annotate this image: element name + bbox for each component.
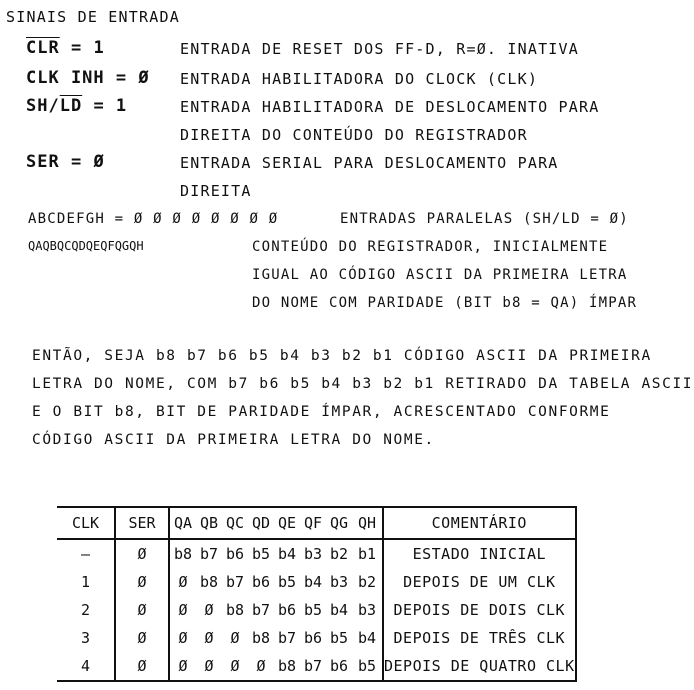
signal-clkinh-name	[26, 70, 150, 87]
register-desc-2: IGUAL AO CÓDIGO ASCII DA PRIMEIRA LETRA	[252, 267, 628, 283]
signal-clr-value: = 1	[70, 38, 105, 58]
cell-qf: b7	[303, 657, 323, 675]
cell-qd: b6	[251, 573, 271, 591]
cell-qd: b7	[251, 601, 271, 619]
cell-qe: b7	[277, 629, 297, 647]
signal-clr-name	[26, 40, 105, 57]
cell-qg: b5	[329, 629, 349, 647]
signal-clkinh-desc: ENTRADA HABILITADORA DO CLOCK (CLK)	[180, 70, 539, 88]
cell-qb: Ø	[204, 657, 214, 675]
signal-shld-desc-1: ENTRADA HABILITADORA DE DESLOCAMENTO PARA	[180, 98, 600, 116]
cell-comment: DEPOIS DE QUATRO CLK	[384, 657, 575, 675]
register-label: QAQBQCQDQEQFQGQH	[28, 239, 144, 253]
signal-shld-name: $SH/\overline{LD} = 1$	[26, 96, 128, 116]
cell-qd: b5	[251, 545, 271, 563]
table-row	[57, 568, 576, 596]
table-row	[57, 624, 576, 652]
header-qd: QD	[248, 507, 274, 539]
cell-qh: b4	[352, 624, 383, 652]
page-title: SINAIS DE ENTRADA	[6, 8, 180, 26]
signal-ser-value: = Ø	[70, 152, 105, 172]
cell-qa: Ø	[178, 573, 188, 591]
signal-ser-desc-1: ENTRADA SERIAL PARA DESLOCAMENTO PARA	[180, 154, 559, 172]
cell-qg: b4	[329, 601, 349, 619]
signal-ser-label: SER	[26, 152, 60, 172]
cell-qb: b7	[199, 545, 219, 563]
cell-clk: 2	[57, 596, 115, 624]
table-row	[57, 652, 576, 681]
signal-ser-desc-2: DIREITA	[180, 182, 252, 200]
explanation-paragraph	[32, 348, 694, 460]
header-clk: CLK	[57, 507, 115, 539]
cell-comment: DEPOIS DE UM CLK	[403, 573, 556, 591]
signal-shld-desc-2: DIREITA DO CONTEÚDO DO REGISTRADOR	[180, 126, 528, 144]
cell-qh: b1	[352, 539, 383, 568]
cell-qg: b2	[329, 545, 349, 563]
signal-clkinh-value: = Ø	[115, 68, 150, 88]
cell-ser: Ø	[115, 539, 169, 568]
header-qh: QH	[352, 507, 383, 539]
cell-clk: –	[57, 539, 115, 568]
cell-qf: b4	[303, 573, 323, 591]
header-qf: QF	[300, 507, 326, 539]
cell-qg: b3	[329, 573, 349, 591]
parallel-inputs-label: ABCDEFGH = Ø Ø Ø Ø Ø Ø Ø Ø	[28, 211, 279, 227]
table-row	[57, 596, 576, 624]
cell-qg: b6	[329, 657, 349, 675]
cell-qb: Ø	[204, 601, 214, 619]
cell-qa: Ø	[178, 601, 188, 619]
cell-qc: b8	[225, 601, 245, 619]
cell-ser: Ø	[115, 596, 169, 624]
header-qb: QB	[196, 507, 222, 539]
signal-shld-value: = 1	[93, 96, 128, 116]
cell-qd: Ø	[256, 657, 266, 675]
cell-qc: Ø	[230, 657, 240, 675]
header-qg: QG	[326, 507, 352, 539]
header-qa: QA	[169, 507, 196, 539]
cell-qf: b6	[303, 629, 323, 647]
cell-qe: b4	[277, 545, 297, 563]
cell-qe: b6	[277, 601, 297, 619]
paragraph-line: CÓDIGO ASCII DA PRIMEIRA LETRA DO NOME.	[32, 432, 435, 448]
cell-qa: Ø	[178, 657, 188, 675]
cell-qd: b8	[251, 629, 271, 647]
cell-ser: Ø	[115, 624, 169, 652]
cell-qh: b5	[352, 652, 383, 681]
cell-ser: Ø	[115, 568, 169, 596]
paragraph-line: E O BIT b8, BIT DE PARIDADE ÍMPAR, ACRESCENTADO CONFORME	[32, 404, 611, 420]
cell-qe: b5	[277, 573, 297, 591]
shift-register-table	[57, 506, 577, 682]
signal-clr-label: $\overline{CLR}$	[26, 38, 60, 58]
cell-qa: Ø	[178, 629, 188, 647]
parallel-inputs-desc: ENTRADAS PARALELAS (SH/LD = Ø)	[340, 211, 629, 227]
header-ser: SER	[115, 507, 169, 539]
register-desc-3: DO NOME COM PARIDADE (BIT b8 = QA) ÍMPAR	[252, 295, 638, 311]
table-header-row	[57, 507, 576, 539]
cell-comment: DEPOIS DE TRÊS CLK	[393, 629, 566, 647]
paragraph-line: LETRA DO NOME, COM b7 b6 b5 b4 b3 b2 b1 RETIRADO DA TABELA ASCII	[32, 376, 694, 392]
cell-clk: 4	[57, 652, 115, 681]
cell-qh: b3	[352, 596, 383, 624]
signal-clkinh-label: CLK INH	[26, 68, 105, 88]
header-qe: QE	[274, 507, 300, 539]
cell-clk: 1	[57, 568, 115, 596]
cell-qb: b8	[199, 573, 219, 591]
cell-qe: b8	[277, 657, 297, 675]
cell-qf: b3	[303, 545, 323, 563]
cell-clk: 3	[57, 624, 115, 652]
register-desc-1: CONTEÚDO DO REGISTRADOR, INICIALMENTE	[252, 239, 609, 255]
cell-qf: b5	[303, 601, 323, 619]
cell-qc: b6	[225, 545, 245, 563]
signal-ser-name	[26, 154, 105, 171]
cell-ser: Ø	[115, 652, 169, 681]
paragraph-line: ENTÃO, SEJA b8 b7 b6 b5 b4 b3 b2 b1 CÓDIGO ASCII DA PRIMEIRA	[32, 348, 652, 364]
cell-comment: DEPOIS DE DOIS CLK	[393, 601, 566, 619]
header-qc: QC	[222, 507, 248, 539]
cell-qb: Ø	[204, 629, 214, 647]
header-comment: COMENTÁRIO	[383, 507, 576, 539]
cell-qc: Ø	[230, 629, 240, 647]
signal-clr-desc: ENTRADA DE RESET DOS FF-D, R=Ø. INATIVA	[180, 40, 579, 58]
cell-qa: b8	[173, 545, 193, 563]
cell-qc: b7	[225, 573, 245, 591]
cell-qh: b2	[352, 568, 383, 596]
table-row	[57, 539, 576, 568]
cell-comment: ESTADO INICIAL	[412, 545, 547, 563]
